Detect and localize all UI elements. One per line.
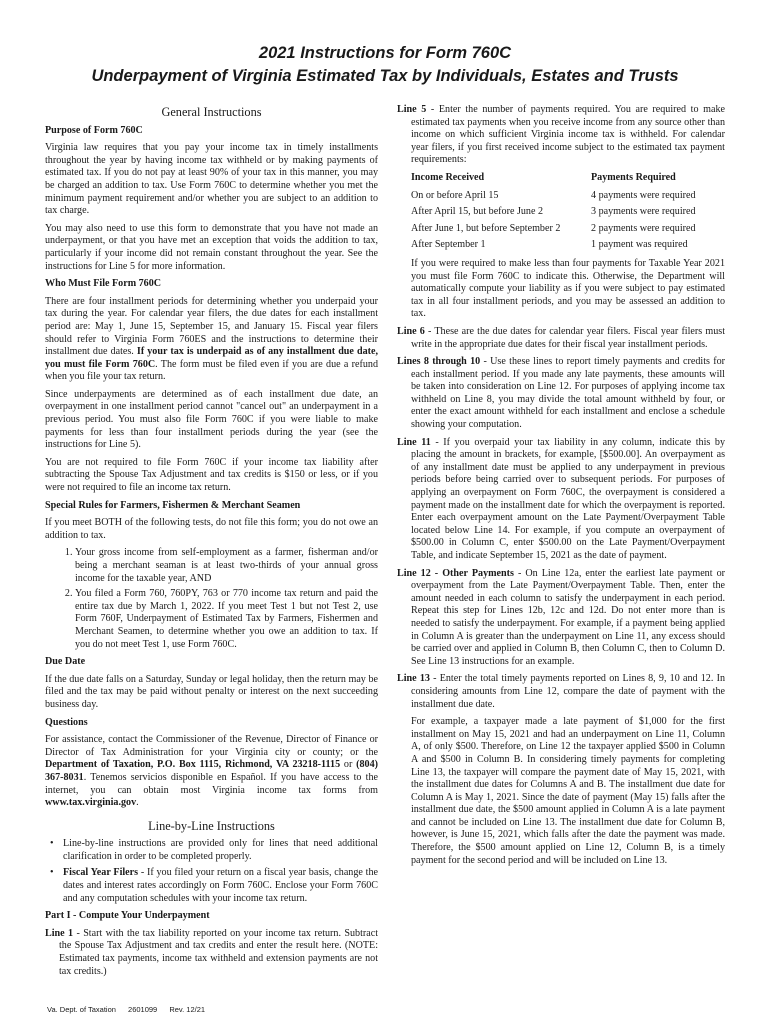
list-item: • Fiscal Year Filers - If you filed your return on a fiscal year basis, change the dates and interest rates accordingly on Form 760C. Enclose your Form 760C and any computation schedules with your income tax return. [50, 867, 378, 904]
part1-heading: Part I - Compute Your Underpayment [45, 910, 210, 922]
special-rules-list [45, 547, 378, 651]
table-cell: 3 payments were required [591, 206, 696, 218]
who-must-file-heading: Who Must File Form 760C [45, 278, 162, 290]
footer-revision: Rev. 12/21 [169, 1005, 206, 1014]
page-title: 2021 Instructions for Form 760C [258, 44, 512, 62]
questions-heading: Questions [45, 716, 88, 728]
line-by-line-bullets [45, 838, 378, 905]
special-rules-heading: Special Rules for Farmers, Fishermen & Merchant Seamen [45, 499, 301, 511]
bullet-icon: • [50, 838, 54, 850]
footer-form-code: 2601099 [128, 1005, 158, 1014]
table-cell: On or before April 15 [411, 189, 499, 201]
footer [47, 1005, 215, 1014]
who-paragraph-3: You are not required to file Form 760C if your income tax liability after subtracting the Spouse Tax Adjustment and tax credits is $150 or less, or if you were not required to file an income tax return. [45, 456, 378, 494]
table-cell: After June 1, but before September 2 [411, 222, 561, 234]
line13-example: For example, a taxpayer made a late payment of $1,000 for the first installment on May 15, 2021 and had an underpayment on Line 11, Column A, of only $500. Therefore, on Line 12 the taxpayer applied $500 in Column A and $500 in Column B. In considering timely payments for completing Line 13, the taxpayer will compare the payment date of May 15, 2021, with the installment due dates for Columns A and B. The installment due date for Column A is May 1, 2021. Since the date of payment (May 15) falls after the installment due date, the $500 amount applied in Column A is a late payment and cannot be included on Line 13. The installment due date for Column B, however, is June 15, 2021, which falls after the date the payment was made. Therefore, the $500 amount applied on Line 12, Column B, is a timely payment for the second period and will be included on Line 13. [411, 716, 725, 866]
list-item: • Line-by-line instructions are provided only for lines that need additional clarification in order to be completed properly. [50, 838, 378, 862]
special-rules-paragraph: If you meet BOTH of the following tests, do not file this form; you do not owe an addition to tax. [45, 517, 378, 541]
line5-paragraph-2: If you were required to make less than four payments for Taxable Year 2021 you must file Form 760C to indicate this. Otherwise, the Department will automatically compute your liability as if you were subject to pay estimated tax in all four installment periods, and you may be assessed an addition to tax. [411, 257, 725, 320]
due-date-heading: Due Date [45, 656, 86, 668]
list-item: 1. Your gross income from self-employment as a farmer, fisherman and/or being a merchant seaman is at least two-thirds of your annual gross income for the taxable year, AND [75, 547, 378, 585]
line5-instruction: Line 5 - Enter the number of payments required. You are required to make estimated tax payments when you receive income from any source other than income on which sufficient Virginia income tax is withheld. For calendar year filers, if you first received income subject to the estimated tax payment requirements: [397, 104, 725, 166]
payments-table [411, 172, 696, 254]
tax-website-link[interactable]: www.tax.virginia.gov [45, 797, 137, 809]
table-cell: After September 1 [411, 239, 486, 251]
who-paragraph-2: Since underpayments are determined as of each installment due date, an overpayment in one installment period cannot "cancel out" an underpayment in a previous period. You must also file Form 760C if you were liable to make payments for less than four installment periods during the year (see the instructions for Line 5). [45, 388, 378, 451]
left-column [45, 104, 378, 983]
line11-instruction: Line 11 - If you overpaid your tax liability in any column, indicate this by placing the amount in brackets, for example, [$500.00]. An overpayment as of any installment date must be applied to any underpayment in previous periods before being carried over to subsequent periods. For purposes of applying an overpayment on Form 760C, the overpayment is considered a payment made on the installment date for which the overpayment is reported. Enter each overpayment amount on the Late Payment/Overpayment Table located below Line 14. For example, if you compute an overpayment of $500.00 in Column C, enter $500.00 on the Late Payment/Overpayment Table, and indicate September 15, 2021 as the date of payment. [397, 436, 725, 561]
table-cell: 1 payment was required [591, 239, 688, 251]
column-header: Payments Required [591, 171, 676, 183]
bullet-icon: • [50, 867, 54, 879]
page-subtitle: Underpayment of Virginia Estimated Tax by Individuals, Estates and Trusts [91, 67, 679, 85]
purpose-heading: Purpose of Form 760C [45, 124, 143, 136]
table-cell: 4 payments were required [591, 189, 696, 201]
purpose-paragraph-1: Virginia law requires that you pay your income tax in timely installments throughout the year by having income tax withheld or by making payments of estimated tax. If you do not pay at least 90% of your tax in this manner, you may be charged an addition to tax. Use Form 760C to determine whether you met the minimum payment requirement and/or whether you are subject to an addition to tax charge. [45, 142, 378, 217]
table-row [411, 237, 696, 254]
purpose-paragraph-2: You may also need to use this form to demonstrate that you have not made an underpayment, or that you have met an exception that voids the addition to tax, particularly if your income did not remain constant throughout the year. See the instructions for Line 5 for more information. [45, 222, 378, 272]
table-cell: After April 15, but before June 2 [411, 206, 544, 218]
line6-instruction: Line 6 - These are the due dates for calendar year filers. Fiscal year filers must write in the appropriate due dates for their fiscal year installment periods. [397, 325, 725, 350]
table-row [411, 221, 696, 238]
lines8-10-instruction: Lines 8 through 10 - Use these lines to report timely payments and credits for each installment period. If you made any late payments, these amounts will be taken into consideration on Line 12. For purposes of applying income tax withheld on Line 8, you may divide the total amount withheld by four, or enter the exact amount withheld for each installment and enclose a schedule showing your computation. [397, 356, 725, 431]
questions-paragraph: For assistance, contact the Commissioner of the Revenue, Director of Finance or Director of Tax Administration for your Virginia city or county; or the Department of Taxation, P.O. Box 1115, Richmond, VA 23218-1115 or (804) 367-8031. Tenemos servicios disponible en Español. If you have access to the internet, you can obtain most Virginia income tax forms from www.tax.virginia.gov. [45, 734, 378, 809]
line12-instruction: Line 12 - Other Payments - On Line 12a, enter the earliest late payment or overpayment from the Late Payment/Overpayment Table. Then, enter the amount needed in each column to satisfy the underpayment in each period. Repeat this step for Lines 12b, 12c and 12d. Do not enter more than is needed to satisfy the underpayment. For example, if a payment being applied in Column A is greater than the underpayment on Line 11, any excess should be carried over and applied in Column B, then Column C, then to Column D. See Line 13 instructions for an example. [397, 567, 725, 667]
list-item: 2. You filed a Form 760, 760PY, 763 or 770 income tax return and paid the entire tax due by March 1, 2022. If you meet Test 1 but not Test 2, use Form 760F, Underpayment of Estimated Tax by Farmers, Fishermen and Merchant Seamen, to determine whether you owe an addition to tax. If you do not meet Test 1, use Form 760C. [75, 588, 378, 651]
line-by-line-heading: Line-by-Line Instructions [148, 818, 275, 833]
right-column [397, 104, 725, 872]
general-instructions-heading: General Instructions [161, 105, 262, 119]
due-date-paragraph: If the due date falls on a Saturday, Sunday or legal holiday, then the return may be filed and the tax may be paid without penalty or interest on the next succeeding business day. [45, 673, 378, 710]
table-row [411, 204, 696, 221]
line13-instruction: Line 13 - Enter the total timely payments reported on Lines 8, 9, 10 and 12. In considering amounts from Line 12, compare the date of payment with the installment due date. [397, 673, 725, 710]
line1-instruction: Line 1 - Start with the tax liability reported on your income tax return. Subtract the Spouse Tax Adjustment and tax credits and enter the result here. (NOTE: Estimated tax payments, income tax withheld and extension payments are not tax credits.) [45, 927, 378, 977]
who-paragraph-1: There are four installment periods for determining whether you underpaid your tax during the year. For calendar year filers, the due dates for each installment period are: May 1, June 15, September 15, and January 15. Fiscal year filers should refer to Virginia Form 760ES and the instructions to determine their installment due dates. If your tax is underpaid as of any installment due date, you must file Form 760C. The form must be filed even if you are due a refund when you file your tax return. [45, 295, 379, 383]
table-row [411, 188, 696, 205]
footer-department: Va. Dept. of Taxation [47, 1005, 116, 1014]
table-cell: 2 payments were required [591, 222, 696, 234]
table-header-row [411, 172, 696, 188]
column-header: Income Received [411, 171, 485, 183]
